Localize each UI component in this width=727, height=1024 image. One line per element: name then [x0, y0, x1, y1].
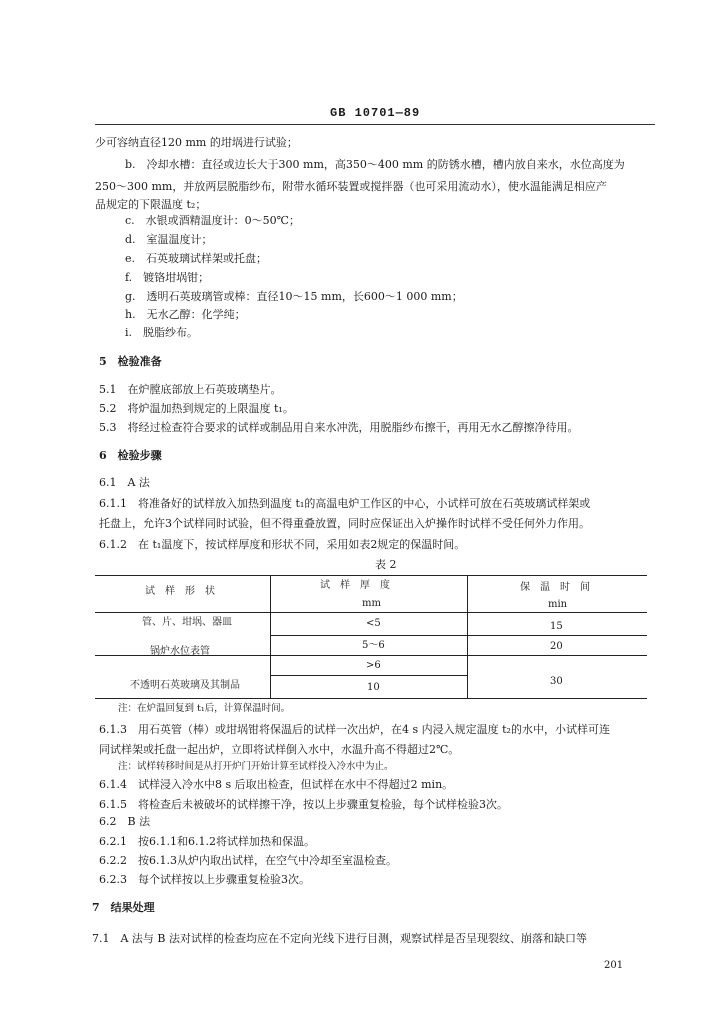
table-header-shape: 试 样 形 状: [145, 586, 215, 597]
table-cell: 30: [550, 676, 563, 687]
header-rule: [95, 124, 655, 125]
table-row-rule: [270, 675, 467, 676]
section-heading-6: 6 检验步骤: [99, 449, 162, 462]
list-item-i: i. 脱脂纱布。: [125, 326, 199, 339]
table-header-thickness-unit: mm: [362, 598, 381, 609]
clause-5-1: 5.1 在炉膛底部放上石英玻璃垫片。: [99, 383, 282, 396]
table-bottom-rule: [95, 698, 647, 699]
clause-6-2-3: 6.2.3 每个试样按以上步骤重复检验3次。: [99, 873, 310, 886]
standard-number-header: GB 10701—89: [330, 106, 421, 120]
list-item-b: b. 冷却水槽：直径或边长大于300 mm，高350～400 mm 的防锈水槽，槽内放自来水，水位高度为: [125, 158, 625, 171]
list-item-f: f. 镀铬坩埚钳；: [125, 271, 210, 284]
table-header-time: 保 温 时 间: [520, 582, 590, 593]
clause-7-1: 7.1 A 法与 B 法对试样的检查均应在不定向光线下进行目测，观察试样是否呈现裂纹、崩落和缺口等: [92, 932, 588, 945]
table-cell: 5～6: [362, 640, 385, 651]
clause-6-1-1: 6.1.1 将准备好的试样放入加热到温度 t₁的高温电炉工作区的中心，小试样可放在石英玻璃试样架或: [99, 497, 591, 510]
table-cell: 20: [550, 641, 563, 652]
list-item-e: e. 石英玻璃试样架或托盘；: [125, 252, 268, 265]
table-cell: >6: [366, 660, 381, 671]
table-header-thickness: 试 样 厚 度: [320, 580, 390, 591]
table-column-rule: [270, 575, 271, 698]
paragraph-line: 同试样架或托盘一起出炉，立即将试样倒入水中，水温升高不得超过2℃。: [99, 743, 460, 756]
page-number: 201: [604, 960, 624, 971]
clause-6-1-3: 6.1.3 用石英管（棒）或坩埚钳将保温后的试样一次出炉，在4 s 内浸入规定温度 t₂的水中，小试样可连: [99, 723, 610, 736]
paragraph-line: 品规定的下限温度 t₂；: [95, 198, 207, 211]
clause-note: 注：试样转移时间是从打开炉门开始计算至试样投入冷水中为止。: [118, 761, 394, 772]
table-caption: 表 2: [375, 558, 397, 571]
clause-6-1-5: 6.1.5 将检查后未被破坏的试样擦干净，按以上步骤重复检验，每个试样检验3次。: [99, 798, 508, 811]
section-heading-7: 7 结果处理: [92, 901, 155, 914]
section-heading-5: 5 检验准备: [99, 355, 162, 368]
clause-5-3: 5.3 将经过检查符合要求的试样或制品用自来水冲洗，用脱脂纱布擦干，再用无水乙醇擦净待用。: [99, 421, 579, 434]
clause-5-2: 5.2 将炉温加热到规定的上限温度 t₁。: [99, 402, 294, 415]
table-cell: 管、片、坩埚、器皿: [142, 617, 232, 628]
list-item-g: g. 透明石英玻璃管或棒：直径10～15 mm，长600～1 000 mm；: [125, 290, 463, 303]
paragraph-line: 托盘上，允许3个试样同时试验，但不得重叠放置，同时应保证出入炉操作时试样不受任何外力作用。: [99, 517, 590, 530]
table-header-rule: [95, 612, 647, 613]
table-row-rule: [270, 635, 647, 636]
table-column-rule: [467, 575, 468, 698]
table-cell: 不透明石英玻璃及其制品: [130, 680, 240, 691]
clause-6-2-2: 6.2.2 按6.1.3从炉内取出试样，在空气中冷却至室温检查。: [99, 854, 397, 867]
clause-6-1-4: 6.1.4 试样浸入冷水中8 s 后取出检查，但试样在水中不得超过2 min。: [99, 778, 454, 791]
table-top-rule: [95, 575, 647, 576]
table-header-time-unit: min: [548, 599, 568, 610]
table-note: 注：在炉温回复到 t₁后，计算保温时间。: [118, 703, 291, 714]
clause-6-1-2: 6.1.2 在 t₁温度下，按试样厚度和形状不同，采用如表2规定的保温时间。: [99, 538, 466, 551]
list-item-h: h. 无水乙醇：化学纯；: [125, 308, 246, 321]
table-cell: 15: [550, 621, 563, 632]
list-item-d: d. 室温温度计；: [125, 233, 213, 246]
clause-6-1: 6.1 A 法: [99, 476, 150, 489]
table-cell: <5: [366, 618, 381, 629]
paragraph-line: 少可容纳直径120 mm 的坩埚进行试验；: [95, 136, 298, 149]
table-cell: 10: [367, 682, 380, 693]
list-item-c: c. 水银或酒精温度计：0～50℃；: [125, 214, 300, 227]
table-cell: 锅炉水位表管: [150, 646, 210, 657]
paragraph-line: 250～300 mm，并放两层脱脂纱布，附带水循环装置或搅拌器（也可采用流动水），使水温能满足相应产: [95, 180, 607, 193]
clause-6-2-1: 6.2.1 按6.1.1和6.1.2将试样加热和保温。: [99, 835, 315, 848]
clause-6-2: 6.2 B 法: [99, 815, 151, 828]
